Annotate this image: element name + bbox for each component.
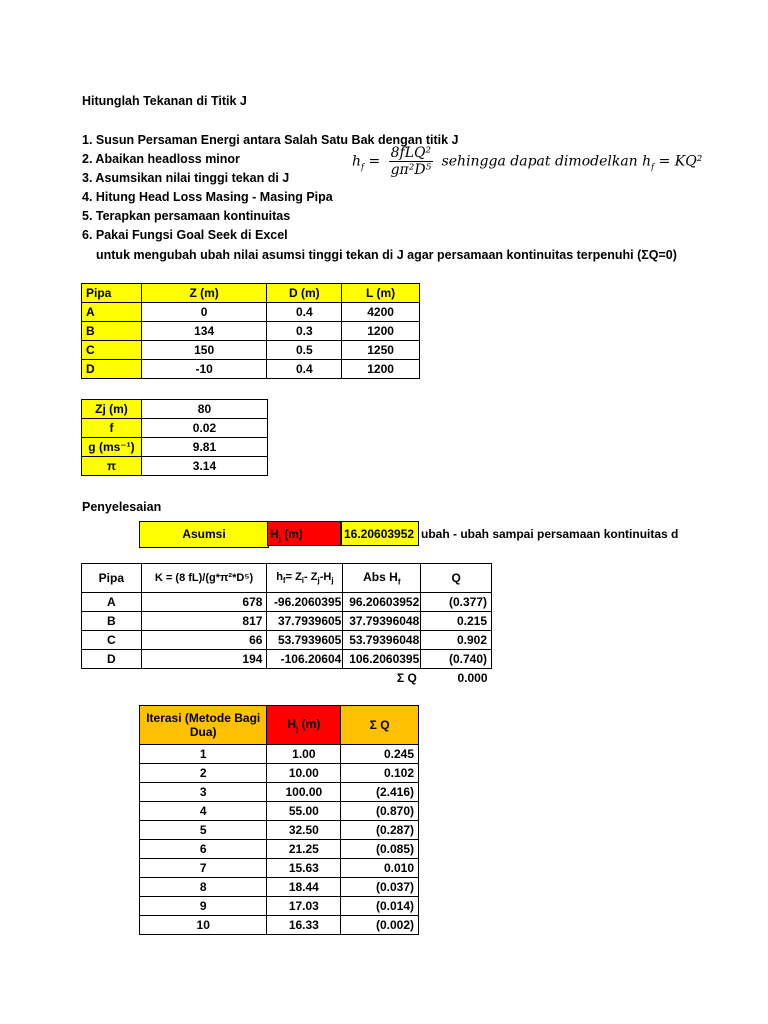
formula-rhs-sub: f bbox=[651, 162, 655, 172]
pipe-name: B bbox=[82, 322, 142, 341]
step-4: 4. Hitung Head Loss Masing - Masing Pipa bbox=[82, 190, 333, 204]
table-row bbox=[140, 764, 419, 783]
step-1: 1. Susun Persaman Energi antara Salah Satu Bak dengan titik J bbox=[82, 133, 459, 147]
assumption-label: Asumsi bbox=[139, 521, 269, 548]
cell: (0.740) bbox=[421, 650, 492, 669]
cell: 1 bbox=[140, 745, 267, 764]
empty-cell bbox=[267, 669, 343, 688]
step-2: 2. Abaikan headloss minor bbox=[82, 152, 240, 166]
formula-lhs: h bbox=[352, 153, 362, 170]
cell: 106.2060395 bbox=[343, 650, 421, 669]
headloss-formula bbox=[352, 145, 703, 185]
formula-numerator: 8fLQ² bbox=[390, 145, 432, 161]
cell: 37.7939605 bbox=[267, 612, 343, 631]
pipe-name: D bbox=[82, 360, 142, 379]
cell: 0.4 bbox=[267, 303, 342, 322]
table-row bbox=[82, 419, 268, 438]
param-value: 0.02 bbox=[141, 419, 267, 438]
abs-a-sub: f bbox=[397, 577, 401, 587]
hf-d-sub: j bbox=[331, 576, 334, 586]
table-row bbox=[140, 821, 419, 840]
cell: 17.03 bbox=[267, 897, 341, 916]
cell: (0.037) bbox=[341, 878, 419, 897]
cell: 53.7939605 bbox=[267, 631, 343, 650]
step-6-detail: untuk mengubah ubah nilai asumsi tinggi tekan di J agar persamaan kontinuitas terpenuhi (ΣQ=0) bbox=[96, 248, 677, 262]
cell: B bbox=[82, 612, 142, 631]
cell: (0.870) bbox=[341, 802, 419, 821]
param-table bbox=[81, 399, 268, 476]
table-row bbox=[82, 631, 492, 650]
assumption-note: ubah - ubah sampai persamaan kontinuitas d bbox=[421, 527, 679, 541]
cell: -96.2060395 bbox=[267, 593, 343, 612]
cell: (0.287) bbox=[341, 821, 419, 840]
cell: 18.44 bbox=[267, 878, 341, 897]
table-row bbox=[82, 322, 420, 341]
table-row bbox=[82, 438, 268, 457]
cell: 0.215 bbox=[421, 612, 492, 631]
calc-table-header bbox=[82, 564, 492, 593]
header-l: L (m) bbox=[342, 284, 420, 303]
param-value: 3.14 bbox=[141, 457, 267, 476]
cell: 0.245 bbox=[341, 745, 419, 764]
step-3: 3. Asumsikan nilai tinggi tekan di J bbox=[82, 171, 290, 185]
hf-a: h bbox=[276, 570, 283, 583]
cell: 6 bbox=[140, 840, 267, 859]
table-row bbox=[140, 783, 419, 802]
sum-row bbox=[82, 669, 492, 688]
cell: 21.25 bbox=[267, 840, 341, 859]
hf-c-sub: j bbox=[317, 576, 320, 586]
cell: 2 bbox=[140, 764, 267, 783]
header-d: D (m) bbox=[267, 284, 342, 303]
hj-unit: (m) bbox=[298, 716, 321, 731]
header-pipa: Pipa bbox=[82, 564, 142, 593]
param-value: 9.81 bbox=[141, 438, 267, 457]
sum-label: Σ Q bbox=[396, 671, 417, 685]
cell: 9 bbox=[140, 897, 267, 916]
cell: 0.4 bbox=[267, 360, 342, 379]
header-hf bbox=[267, 564, 343, 593]
cell: 32.50 bbox=[267, 821, 341, 840]
page-title: Hitunglah Tekanan di Titik J bbox=[82, 94, 247, 108]
table-row bbox=[82, 457, 268, 476]
table-row bbox=[82, 400, 268, 419]
cell: (0.014) bbox=[341, 897, 419, 916]
cell: (0.085) bbox=[341, 840, 419, 859]
cell: 4200 bbox=[342, 303, 420, 322]
iter-table-header bbox=[140, 706, 419, 745]
cell: 5 bbox=[140, 821, 267, 840]
assumption-var-sub: j bbox=[278, 534, 281, 544]
header-pipa: Pipa bbox=[82, 284, 142, 303]
cell: (2.416) bbox=[341, 783, 419, 802]
cell: 8 bbox=[140, 878, 267, 897]
cell: 1200 bbox=[342, 322, 420, 341]
formula-eq: = bbox=[368, 153, 381, 170]
header-sum-q: Σ Q bbox=[341, 706, 419, 745]
cell: 10.00 bbox=[267, 764, 341, 783]
abs-a: Abs H bbox=[363, 569, 398, 584]
pipe-name: A bbox=[82, 303, 142, 322]
cell: 3 bbox=[140, 783, 267, 802]
header-iterasi: Iterasi (Metode Bagi Dua) bbox=[140, 706, 267, 745]
cell: 4 bbox=[140, 802, 267, 821]
empty-cell bbox=[82, 669, 142, 688]
param-value: 80 bbox=[141, 400, 267, 419]
cell: 7 bbox=[140, 859, 267, 878]
cell: 134 bbox=[141, 322, 267, 341]
sum-value: 0.000 bbox=[457, 671, 488, 685]
solution-heading: Penyelesaian bbox=[82, 500, 162, 514]
table-row bbox=[82, 341, 420, 360]
cell: 0.5 bbox=[267, 341, 342, 360]
table-row bbox=[82, 612, 492, 631]
header-z: Z (m) bbox=[141, 284, 267, 303]
cell: (0.377) bbox=[421, 593, 492, 612]
cell: 678 bbox=[141, 593, 267, 612]
header-k: K = (8 fL)/(g*π²*D⁵) bbox=[141, 564, 267, 593]
cell: A bbox=[82, 593, 142, 612]
cell: -10 bbox=[141, 360, 267, 379]
cell: 0.010 bbox=[341, 859, 419, 878]
step-6: 6. Pakai Fungsi Goal Seek di Excel bbox=[82, 228, 288, 242]
hj-text: H bbox=[287, 716, 297, 731]
table-row bbox=[140, 745, 419, 764]
formula-rhs: h bbox=[642, 153, 652, 170]
step-5: 5. Terapkan persamaan kontinuitas bbox=[82, 209, 291, 223]
cell: 66 bbox=[141, 631, 267, 650]
table-row bbox=[82, 303, 420, 322]
cell: -106.20604 bbox=[267, 650, 343, 669]
empty-cell bbox=[141, 669, 267, 688]
calc-table bbox=[81, 563, 492, 687]
header-hj bbox=[267, 706, 341, 745]
cell: 1250 bbox=[342, 341, 420, 360]
cell: 0.3 bbox=[267, 322, 342, 341]
cell: 16.33 bbox=[267, 916, 341, 935]
table-row bbox=[140, 859, 419, 878]
table-row bbox=[140, 878, 419, 897]
pipe-table bbox=[81, 283, 420, 379]
param-label: π bbox=[82, 457, 142, 476]
assumption-var-text: H bbox=[270, 527, 279, 541]
hf-d: -H bbox=[319, 570, 332, 583]
cell: 817 bbox=[141, 612, 267, 631]
table-row bbox=[140, 802, 419, 821]
pipe-name: C bbox=[82, 341, 142, 360]
cell: 15.63 bbox=[267, 859, 341, 878]
iteration-table bbox=[139, 705, 419, 935]
cell: 96.20603952 bbox=[343, 593, 421, 612]
hj-sub: j bbox=[296, 724, 299, 734]
table-row bbox=[140, 916, 419, 935]
header-abs-hf bbox=[343, 564, 421, 593]
assumption-value-cell[interactable]: 16.20603952 bbox=[341, 521, 419, 546]
formula-fraction bbox=[389, 145, 433, 178]
cell: 1200 bbox=[342, 360, 420, 379]
cell: 37.79396048 bbox=[343, 612, 421, 631]
hf-c: - Z bbox=[304, 570, 318, 583]
cell: 194 bbox=[141, 650, 267, 669]
assumption-var-unit: (m) bbox=[280, 527, 303, 541]
cell: 100.00 bbox=[267, 783, 341, 802]
hf-a-sub: f bbox=[282, 576, 286, 586]
formula-denominator: gπ²D⁵ bbox=[390, 162, 432, 178]
header-q: Q bbox=[421, 564, 492, 593]
formula-lhs-sub: f bbox=[361, 162, 364, 172]
param-label: Zj (m) bbox=[82, 400, 142, 419]
hf-b: = Z bbox=[285, 570, 302, 583]
table-row bbox=[82, 360, 420, 379]
table-row bbox=[140, 840, 419, 859]
cell: C bbox=[82, 631, 142, 650]
table-row bbox=[140, 897, 419, 916]
formula-rhs-tail: = KQ² bbox=[658, 153, 703, 170]
cell: 1.00 bbox=[267, 745, 341, 764]
cell: 150 bbox=[141, 341, 267, 360]
cell: 0.102 bbox=[341, 764, 419, 783]
hf-b-sub: i bbox=[301, 576, 305, 586]
table-row bbox=[82, 593, 492, 612]
cell: 10 bbox=[140, 916, 267, 935]
cell: 0.902 bbox=[421, 631, 492, 650]
param-label: g (ms⁻¹) bbox=[82, 438, 142, 457]
table-row bbox=[82, 650, 492, 669]
assumption-var bbox=[267, 521, 341, 546]
param-label: f bbox=[82, 419, 142, 438]
cell: (0.002) bbox=[341, 916, 419, 935]
cell: 55.00 bbox=[267, 802, 341, 821]
cell: D bbox=[82, 650, 142, 669]
formula-middle-text: sehingga dapat dimodelkan bbox=[441, 153, 638, 170]
cell: 0 bbox=[141, 303, 267, 322]
pipe-table-header bbox=[82, 284, 420, 303]
cell: 53.79396048 bbox=[343, 631, 421, 650]
